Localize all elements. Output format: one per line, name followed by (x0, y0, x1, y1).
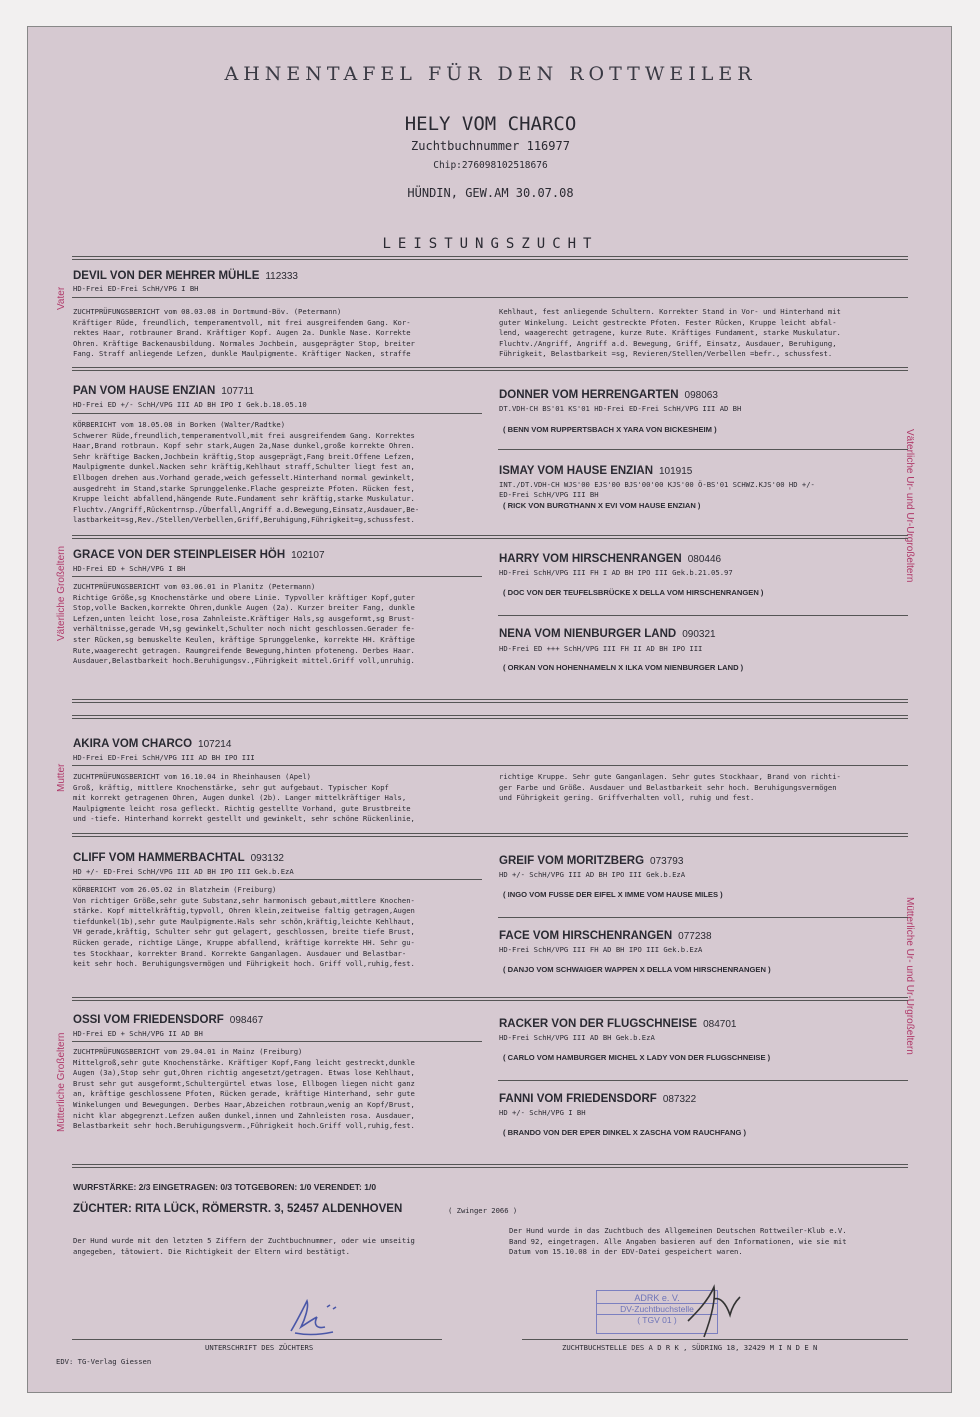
paternal-grandsire-titles: HD-Frei ED +/- SchH/VPG III AD BH IPO I Gek.b.18.05.10 (73, 400, 307, 409)
pedigree-document (27, 26, 952, 1393)
ggp1-titles: DT.VDH-CH BS'01 KS'01 HD-Frei ED-Frei SchH/VPG III AD BH (499, 404, 742, 413)
ggp8-name: FANNI VOM FRIEDENSDORF 087322 (499, 1093, 697, 1105)
divider (72, 715, 908, 719)
divider (498, 449, 908, 450)
divider (72, 765, 908, 766)
sire-titles: HD-Frei ED-Frei SchH/VPG I BH (73, 284, 199, 293)
registry-signature (678, 1277, 748, 1341)
paternal-granddam-report: ZUCHTPRÜFUNGSBERICHT vom 03.06.01 in Planitz (Petermann) Richtige Größe,sg Knochenstärke und obere Linie. Typvoller kräftiger Kopf,guter Stop,volle Backen,korrekte Ohren,dunkle Augen (2a). Kurzer breiter Fang, dunkle Lefzen,unten leicht lose,rosa Zahnleiste.Kräftiger Hals,sg ausgeformt,sg Brust- verhältnisse,gerade VH,sg gewinkelt,Schulter noch nicht geschlossen.Gerader fe- ster Rücken,sg bemuskelte Keulen, kräftige Sprunggelenke, korrekte HH. Kräftige Rute,waagerecht getragen. Raumgreifende Bewegung,hinten pfoteneng. Derbes Haar. Ausdauer,Belastbarkeit hoch.Beruhigungsv.,Führigkeit mittel.Griff voll,unruhig. (73, 582, 415, 666)
registry-statement: Der Hund wurde in das Zuchtbuch des Allgemeinen Deutschen Rottweiler-Klub e.V. Band 92, eingetragen. Alle Angaben basieren auf den Informationen, wie sie mit Datum vom 15.10.08 in der EDV-Datei gespeichert waren. (509, 1226, 847, 1257)
dog-name: HELY VOM CHARCO (404, 113, 577, 135)
maternal-grandsire-report: KÖRBERICHT vom 26.05.02 in Blatzheim (Freiburg) Von richtiger Größe,sehr gute Substanz,sehr harmonisch gebaut,mittlere Knochen- stärke. Kopf mittelkräftig,typvoll, Ohren klein,zeitweise faltig getragen,Augen tiefdunkel(1b),sehr gute Maulpigmente.Hals sehr schön,kräftig,leichte Kehlhaut, VH gerade,kräftig, Schulter sehr gut gelagert, geschlossen, breite tiefe Brust, Rücken gerade, richtige Länge, Kruppe abfallend, kräftige korrekte HH. Sehr gu- tes Stockhaar, korrekter Brand. Korrekte Ganganlagen. Ausdauer und Belastbar- keit sehr hoch. Beruhigungsvermögen und Führigkeit hoch. Griff voll,ruhig,fest. (73, 885, 415, 969)
ggp7-name: RACKER VON DER FLUGSCHNEISE 084701 (499, 1018, 737, 1030)
signature-line (72, 1339, 442, 1340)
divider (72, 413, 482, 414)
paternal-grandsire-report: KÖRBERICHT vom 18.05.08 in Borken (Walter/Radtke) Schwerer Rüde,freundlich,temperamentvoll,mit frei ausgreifendem Gang. Korrektes Haar,Brand rotbraun. Kopf sehr stark,Augen 2a,Nase dunkel,große korrekte Ohren. Sehr kräftige Backen,Jochbein kräftig,Stop ausgeprägt,Fang breit.Offene Lefzen, Maulpigmente dunkel.Nacken sehr kräftig,Kehlhaut straff,Schulter liegt fest an, Ellbogen drehen aus.Vorhand gerade,weich gefesselt.Hinterhand normal gewinkelt, ausgedreht im Stand,starke Sprunggelenke.Flache gespreizte Pfoten. Rücken fest, Kruppe leicht abfallend,hängende Rute.Fundament sehr kräftig,starke Muskulatur. Fluchtv./Angriff,Rückentrnsp./Überfall,Angriff a.d.Bewegung,Einsatz,Ausdauer,Be- lastbarkeit=sg,Rev./Stellen/Verbellen,Griff,Beruhigung,Führigkeit=g,schussfest. (73, 420, 420, 525)
ggp3-titles: HD-Frei SchH/VPG III FH I AD BH IPO III Gek.b.21.05.97 (499, 568, 733, 577)
ggp4-titles: HD-Frei ED +++ SchH/VPG III FH II AD BH IPO III (499, 644, 703, 653)
maternal-grandsire-name: CLIFF VOM HAMMERBACHTAL 093132 (73, 852, 284, 864)
tattoo-statement: Der Hund wurde mit den letzten 5 Ziffern der Zuchtbuchnummer, oder wie umseitig angegeben, tätowiert. Die Richtigkeit der Eltern wird bestätigt. (73, 1236, 415, 1256)
divider (72, 297, 908, 298)
paternal-grandsire-reg: 107711 (221, 386, 254, 397)
ggp7-parents: ( CARLO VOM HAMBURGER MICHEL X LADY VON DER FLUGSCHNEISE ) (503, 1053, 771, 1062)
ggp2-parents: ( RICK VON BURGTHANN X EVI VOM HAUSE ENZIAN ) (503, 501, 701, 510)
divider (72, 1041, 482, 1042)
side-label-mutter: Mutter (56, 763, 67, 792)
paternal-grandsire-name: PAN VOM HAUSE ENZIAN 107711 (73, 385, 254, 397)
ggp2-titles-cont: ED-Frei SchH/VPG III BH (499, 490, 599, 499)
sire-reg: 112333 (265, 271, 298, 282)
ggp1-name: DONNER VOM HERRENGARTEN 098063 (499, 389, 718, 401)
side-label-vater: Vater (56, 286, 67, 310)
ggp2-name: ISMAY VOM HAUSE ENZIAN 101915 (499, 465, 693, 477)
dam-name: AKIRA VOM CHARCO 107214 (73, 738, 232, 750)
dam-titles: HD-Frei ED-Frei SchH/VPG III AD BH IPO III (73, 753, 255, 762)
ggp1-parents: ( BENN VOM RUPPERTSBACH X YARA VON BICKESHEIM ) (503, 425, 717, 434)
maternal-grandsire-titles: HD +/- ED-Frei SchH/VPG III AD BH IPO III Gek.b.EzA (73, 867, 294, 876)
studbook-number: Zuchtbuchnummer 116977 (411, 139, 570, 153)
kennel-number: ( Zwinger 2066 ) (448, 1206, 518, 1215)
ggp6-name: FACE VOM HIRSCHENRANGEN 077238 (499, 930, 712, 942)
registry-stamp: ADRK e. V. DV-Zuchtbuchstelle ( TGV 01 ) (596, 1290, 718, 1334)
divider (72, 367, 908, 371)
divider (498, 1080, 908, 1081)
ggp4-parents: ( ORKAN VON HOHENHAMELN X ILKA VOM NIENBURGER LAND ) (503, 663, 744, 672)
side-label-mutter-greatgrandparents: Mütterliche Ur- und Ur-Urgroßeltern (904, 897, 915, 1055)
breeder-signature-label: UNTERSCHRIFT DES ZÜCHTERS (205, 1343, 314, 1352)
side-label-mutter-grandparents: Mütterliche Großeltern (56, 1032, 67, 1132)
ggp5-name: GREIF VOM MORITZBERG 073793 (499, 855, 684, 867)
ggp7-titles: HD-Frei SchH/VPG III AD BH Gek.b.EzA (499, 1033, 655, 1042)
office-line (522, 1339, 908, 1340)
divider (72, 997, 908, 1001)
ggp5-titles: HD +/- SchH/VPG III AD BH IPO III Gek.b.EzA (499, 870, 686, 879)
maternal-granddam-name: OSSI VOM FRIEDENSDORF 098467 (73, 1014, 264, 1026)
divider (72, 576, 482, 577)
office-address: ZUCHTBUCHSTELLE DES A D R K , SÜDRING 18, 32429 M I N D E N (562, 1343, 818, 1352)
ggp8-parents: ( BRANDO VON DER EPER DINKEL X ZASCHA VOM RAUCHFANG ) (503, 1128, 747, 1137)
sex-birthdate: HÜNDIN, GEW.AM 30.07.08 (407, 186, 574, 200)
document-title: AHNENTAFEL FÜR DEN ROTTWEILER (224, 63, 757, 85)
divider (72, 1164, 908, 1168)
maternal-granddam-report: ZUCHTPRÜFUNGSBERICHT vom 29.04.01 in Mainz (Freiburg) Mittelgroß,sehr gute Knochenstärke. Kräftiger Kopf,Fang leicht gestreckt,dunkle Augen (3a),Stop sehr gut,Ohren richtig angesetzt/getragen. Etwas lose Kehlhaut, Brust sehr gut ausgeformt,Schultergürtel etwas lose, Ellbogen liegen nicht ganz an, kräftige geschlossene Pfoten, Rücken gerade, kräftige Hinterhand, sehr gute Winkelungen und Bewegungen. Derbes Haar,Abzeichen rotbraun,wenig an Kopf/Brust, nicht klar abgegrenzt.Lefzen außen dunkel,innen und Zahnleisten rosa. Ausdauer, Belastbarkeit sehr hoch.Beruhigungsverm.,Führigkeit hoch.Griff voll,ruhig,fest. (73, 1047, 415, 1131)
ggp2-titles: INT./DT.VDH-CH WJS'00 EJS'00 BJS'00'00 KJS'00 Ö-BS'01 SCHWZ.KJS'00 HD +/- (499, 480, 815, 489)
ggp6-titles: HD-Frei SchH/VPG III FH AD BH IPO III Gek.b.EzA (499, 945, 703, 954)
divider (72, 699, 908, 703)
divider (72, 535, 908, 539)
chip-number: Chip:276098102518676 (433, 160, 548, 171)
breeder-info: ZÜCHTER: RITA LÜCK, RÖMERSTR. 3, 52457 ALDENHOVEN (73, 1203, 403, 1215)
ggp8-titles: HD +/- SchH/VPG I BH (499, 1108, 586, 1117)
side-label-vater-grandparents: Väterliche Großeltern (56, 545, 67, 641)
ggp4-name: NENA VOM NIENBURGER LAND 090321 (499, 628, 716, 640)
ggp5-parents: ( INGO VOM FUSSE DER EIFEL X IMME VOM HAUSE MILES ) (503, 890, 723, 899)
divider (72, 879, 482, 880)
section-title: LEISTUNGSZUCHT (382, 236, 599, 252)
divider (498, 615, 908, 616)
ggp3-parents: ( DOC VON DER TEUFELSBRÜCKE X DELLA VOM HIRSCHENRANGEN ) (503, 588, 764, 597)
ggp3-name: HARRY VOM HIRSCHENRANGEN 080446 (499, 553, 722, 565)
divider (72, 256, 908, 260)
paternal-granddam-titles: HD-Frei ED + SchH/VPG I BH (73, 564, 186, 573)
breeder-signature (283, 1295, 343, 1337)
dam-report-left: ZUCHTPRÜFUNGSBERICHT vom 16.10.04 in Rheinhausen (Apel) Groß, kräftig, mittlere Knochenstärke, sehr gut aufgebaut. Typischer Kopf mit korrekt getragenen Ohren, Augen dunkel (2b). Langer mittelkräftiger Hals, Maulpigmente leicht rosa gefleckt. Richtig gestellte Vorhand, gute Brustbreite und -tiefe. Hinterhand korrekt gestellt und gewinkelt, sehr schöne Rückenlinie, (73, 772, 415, 824)
ggp6-parents: ( DANJO VOM SCHWAIGER WAPPEN X DELLA VOM HIRSCHENRANGEN ) (503, 965, 771, 974)
side-label-vater-greatgrandparents: Väterliche Ur- und Ur-Urgroßeltern (904, 429, 915, 583)
divider (72, 833, 908, 837)
edv-publisher: EDV: TG-Verlag Giessen (56, 1357, 152, 1366)
sire-name: DEVIL VON DER MEHRER MÜHLE 112333 (73, 270, 298, 282)
sire-report-left: ZUCHTPRÜFUNGSBERICHT vom 08.03.08 in Dortmund-Böv. (Petermann) Kräftiger Rüde, freundlich, temperamentvoll, mit frei ausgreifendem Gang. Kor- rektes Haar, rotbrauner Brand. Kräftiger Kopf. Augen 2a. Dunkle Nase. Korrekte Ohren. Kräftige Backenausbildung. Normales Jochbein, ausgeprägter Stop, breiter Fang. Straff anliegende Lefzen, dunkle Maulpigmente. Kräftiger Nacken, straffe (73, 307, 415, 359)
divider (498, 917, 908, 918)
maternal-granddam-titles: HD-Frei ED + SchH/VPG II AD BH (73, 1029, 203, 1038)
paternal-granddam-name: GRACE VON DER STEINPLEISER HÖH 102107 (73, 549, 325, 561)
sire-report-right: Kehlhaut, fest anliegende Schultern. Korrekter Stand in Vor- und Hinterhand mit guter Winkelung. Leicht gestreckte Pfoten. Fester Rücken, Kruppe leicht abfal- lend, waagerecht getragene, kurze Rute. Kräftiges Fundament, starke Muskulatur. Fluchtv./Angriff, Angriff a.d. Bewegung, Griff, Einsatz, Ausdauer, Beruhigung, Führigkeit, Belastbarkeit =sg, Revieren/Stellen/Verbellen =befr., schussfest. (499, 307, 841, 359)
litter-info: WURFSTÄRKE: 2/3 EINGETRAGEN: 0/3 TOTGEBOREN: 1/0 VERENDET: 1/0 (73, 1182, 377, 1192)
dam-report-right: richtige Kruppe. Sehr gute Ganganlagen. Sehr gutes Stockhaar, Brand von richti- ger Farbe und Größe. Ausdauer und Belastbarkeit sehr hoch. Beruhigungsvermögen und Führigkeit gering. Griffverhalten voll, ruhig und fest. (499, 772, 841, 803)
